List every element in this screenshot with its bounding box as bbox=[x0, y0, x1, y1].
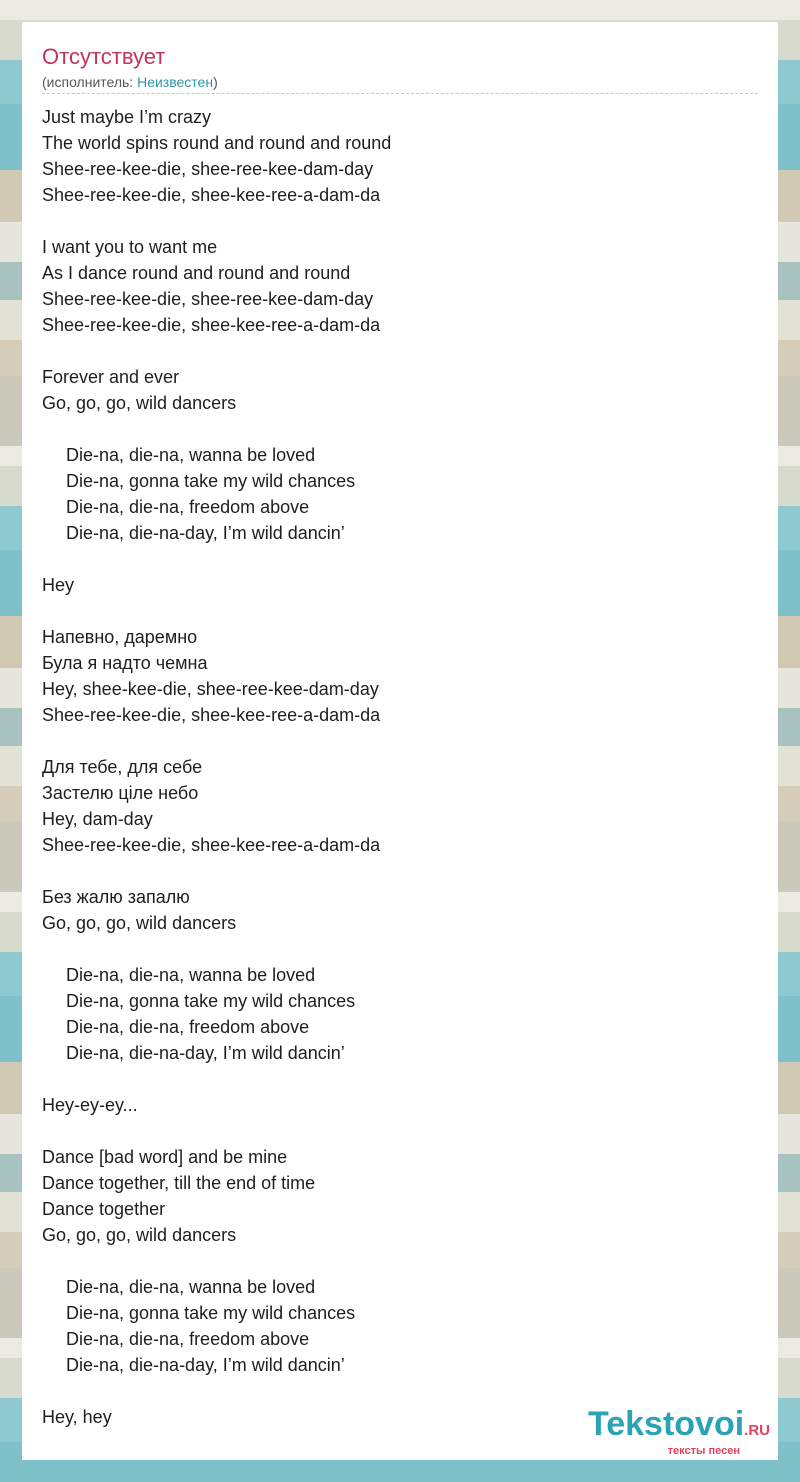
lyric-line: Die-na, die-na-day, I’m wild dancin’ bbox=[66, 1043, 345, 1063]
logo-tld: .RU bbox=[744, 1422, 770, 1439]
lyric-line: Die-na, gonna take my wild chances bbox=[66, 1303, 356, 1323]
stanza-gap bbox=[42, 338, 391, 364]
artist-prefix: (исполнитель: bbox=[42, 74, 138, 90]
stanza-gap bbox=[42, 1066, 391, 1092]
lyrics-body bbox=[42, 104, 391, 1430]
lyric-line: Die-na, die-na-day, I’m wild dancin’ bbox=[66, 1355, 345, 1375]
lyric-line: Shee-ree-kee-die, shee-kee-ree-a-dam-da bbox=[42, 835, 381, 855]
lyric-line: Die-na, die-na-day, I’m wild dancin’ bbox=[66, 523, 345, 543]
lyric-line: Dance together bbox=[42, 1199, 166, 1219]
lyric-line: Die-na, die-na, freedom above bbox=[66, 1329, 310, 1349]
lyric-line: Die-na, die-na, wanna be loved bbox=[66, 445, 316, 465]
lyric-line: Для тебе, для себе bbox=[42, 757, 203, 777]
lyric-line: Shee-ree-kee-die, shee-kee-ree-a-dam-da bbox=[42, 185, 381, 205]
stanza-gap bbox=[42, 598, 391, 624]
lyric-line: The world spins round and round and round bbox=[42, 133, 392, 153]
lyric-line: Forever and ever bbox=[42, 367, 180, 387]
lyric-line: Die-na, die-na, wanna be loved bbox=[66, 1277, 316, 1297]
logo-tagline: тексты песен bbox=[667, 1445, 740, 1457]
artist-link[interactable]: Неизвестен bbox=[137, 74, 214, 90]
stanza-gap bbox=[42, 208, 391, 234]
lyric-line: Go, go, go, wild dancers bbox=[42, 1225, 237, 1245]
lyric-line: Hey, hey bbox=[42, 1407, 112, 1427]
lyric-line: Die-na, die-na, freedom above bbox=[66, 497, 310, 517]
lyric-line: Без жалю запалю bbox=[42, 887, 190, 907]
lyric-line: Shee-ree-kee-die, shee-ree-kee-dam-day bbox=[42, 289, 374, 309]
lyric-line: Just maybe I’m crazy bbox=[42, 107, 212, 127]
lyric-line: Die-na, die-na, freedom above bbox=[66, 1017, 310, 1037]
lyric-line: Була я надто чемна bbox=[42, 653, 208, 673]
lyric-line: Застелю ціле небо bbox=[42, 783, 199, 803]
artist-suffix: ) bbox=[213, 74, 218, 90]
stanza-gap bbox=[42, 1248, 391, 1274]
lyric-line: Hey, shee-kee-die, shee-ree-kee-dam-day bbox=[42, 679, 379, 699]
lyric-line: Die-na, die-na, wanna be loved bbox=[66, 965, 316, 985]
site-logo[interactable] bbox=[588, 1406, 770, 1458]
lyrics-card bbox=[22, 22, 778, 1460]
song-title: Отсутствует bbox=[42, 44, 166, 69]
lyric-line: Hey-ey-ey... bbox=[42, 1095, 138, 1115]
artist-line bbox=[42, 73, 218, 91]
stanza-gap bbox=[42, 858, 391, 884]
stanza-gap bbox=[42, 1118, 391, 1144]
lyric-line: Shee-ree-kee-die, shee-ree-kee-dam-day bbox=[42, 159, 374, 179]
lyric-line: Dance together, till the end of time bbox=[42, 1173, 316, 1193]
stanza-gap bbox=[42, 546, 391, 572]
lyric-line: Die-na, gonna take my wild chances bbox=[66, 471, 356, 491]
lyric-line: Go, go, go, wild dancers bbox=[42, 913, 237, 933]
lyric-line: Shee-ree-kee-die, shee-kee-ree-a-dam-da bbox=[42, 315, 381, 335]
lyric-line: Dance [bad word] and be mine bbox=[42, 1147, 288, 1167]
lyric-line: I want you to want me bbox=[42, 237, 218, 257]
lyric-line: Die-na, gonna take my wild chances bbox=[66, 991, 356, 1011]
stanza-gap bbox=[42, 728, 391, 754]
lyric-line: Напевно, даремно bbox=[42, 627, 198, 647]
lyric-line: Hey, dam-day bbox=[42, 809, 153, 829]
stanza-gap bbox=[42, 936, 391, 962]
title-divider bbox=[42, 93, 758, 94]
lyric-line: Shee-ree-kee-die, shee-kee-ree-a-dam-da bbox=[42, 705, 381, 725]
lyric-line: As I dance round and round and round bbox=[42, 263, 351, 283]
lyric-line: Hey bbox=[42, 575, 75, 595]
stanza-gap bbox=[42, 1378, 391, 1404]
logo-name: Tekstovoi bbox=[587, 1405, 745, 1443]
lyric-line: Go, go, go, wild dancers bbox=[42, 393, 237, 413]
stanza-gap bbox=[42, 416, 391, 442]
